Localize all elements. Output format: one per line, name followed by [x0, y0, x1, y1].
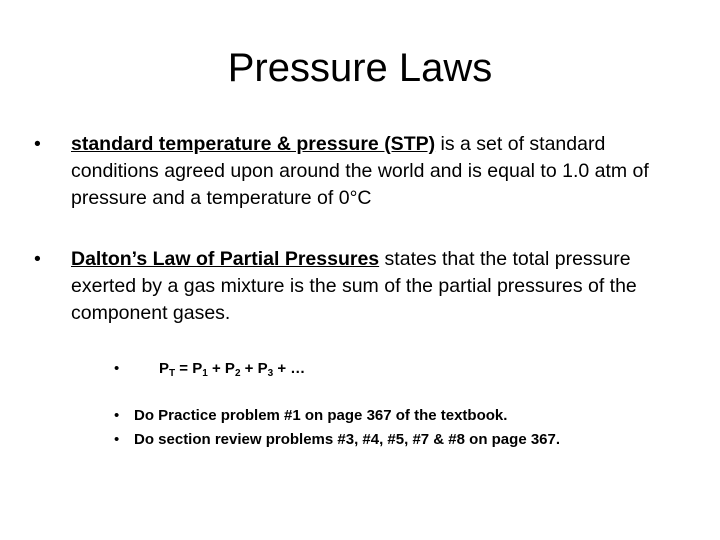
partial-pressure-formula — [114, 358, 305, 385]
daltons-law-definition: states that the total pressure exerted by a gas mixture is the sum of the partial pressures of the component gases. — [71, 248, 637, 324]
daltons-law-term: Dalton’s Law of Partial Pressures — [71, 248, 380, 270]
bullet-marker: • — [34, 248, 41, 270]
slide-title: Pressure Laws — [227, 46, 493, 90]
task-marker: • — [114, 407, 120, 424]
bullet-marker: • — [34, 133, 41, 155]
bullet-stp — [34, 131, 684, 212]
stp-term: standard temperature & pressure (STP) — [71, 133, 436, 155]
task-text: Do section review problems #3, #4, #5, #7 & #8 on page 367. — [134, 431, 561, 448]
formula-p1: P — [192, 360, 203, 377]
bullet-daltons-law — [34, 246, 684, 327]
formula-p2: P — [224, 360, 235, 377]
bullet-body — [71, 246, 684, 327]
formula-p3: P — [257, 360, 268, 377]
formula-sub-2: 2 — [234, 368, 241, 379]
task-item — [114, 404, 560, 428]
task-marker: • — [114, 431, 120, 448]
bullet-body — [71, 131, 684, 212]
formula-equals: = — [175, 360, 193, 377]
stp-definition: is a set of standard conditions agreed upon around the world and is equal to 1.0 atm of pressure and a temperature of 0°C — [71, 133, 649, 209]
formula-plus-1: + — [207, 360, 225, 377]
formula-sub-total: T — [169, 368, 176, 379]
formula-plus-2: + — [240, 360, 258, 377]
task-text: Do Practice problem #1 on page 367 of the textbook. — [134, 407, 508, 424]
formula-p-total: P — [159, 360, 170, 377]
formula-marker: • — [114, 360, 120, 377]
formula-tail: + … — [273, 360, 306, 377]
formula-sub-1: 1 — [202, 368, 208, 379]
formula-equation — [159, 360, 305, 377]
formula-sub-3: 3 — [267, 368, 274, 379]
task-list — [114, 404, 560, 452]
task-item — [114, 428, 560, 452]
